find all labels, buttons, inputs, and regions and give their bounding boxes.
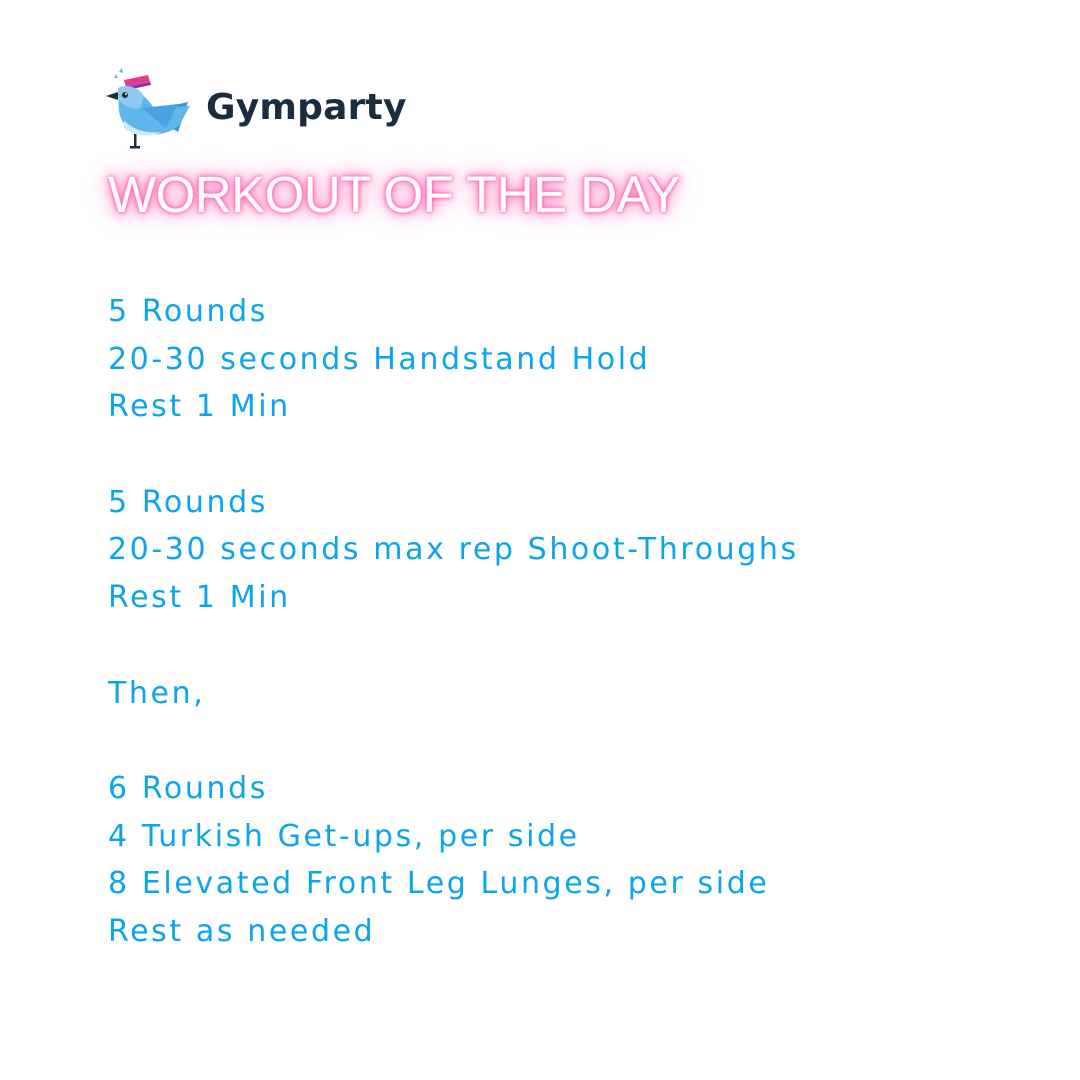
page-title: WORKOUT OF THE DAY <box>108 166 680 223</box>
workout-line: 20-30 seconds Handstand Hold <box>108 341 651 377</box>
workout-spacer <box>108 431 799 479</box>
workout-line: 4 Turkish Get-ups, per side <box>108 818 580 854</box>
workout-line: 20-30 seconds max rep Shoot-Throughs <box>108 532 799 568</box>
brand-name: Gymparty <box>206 86 407 128</box>
workout-line: Then, <box>108 675 206 711</box>
bird-icon <box>104 68 196 150</box>
workout-line: 5 Rounds <box>108 294 268 329</box>
workout-line: 5 Rounds <box>108 484 268 520</box>
workout-list <box>108 288 799 956</box>
workout-line: Rest as needed <box>108 913 376 949</box>
workout-line: Rest 1 Min <box>108 389 291 425</box>
workout-line: Rest 1 Min <box>108 580 291 616</box>
brand-logo <box>104 68 407 150</box>
workout-spacer <box>108 622 799 670</box>
workout-line: 6 Rounds <box>108 770 268 806</box>
workout-spacer <box>108 717 799 765</box>
workout-line: 8 Elevated Front Leg Lunges, per side <box>108 866 770 902</box>
